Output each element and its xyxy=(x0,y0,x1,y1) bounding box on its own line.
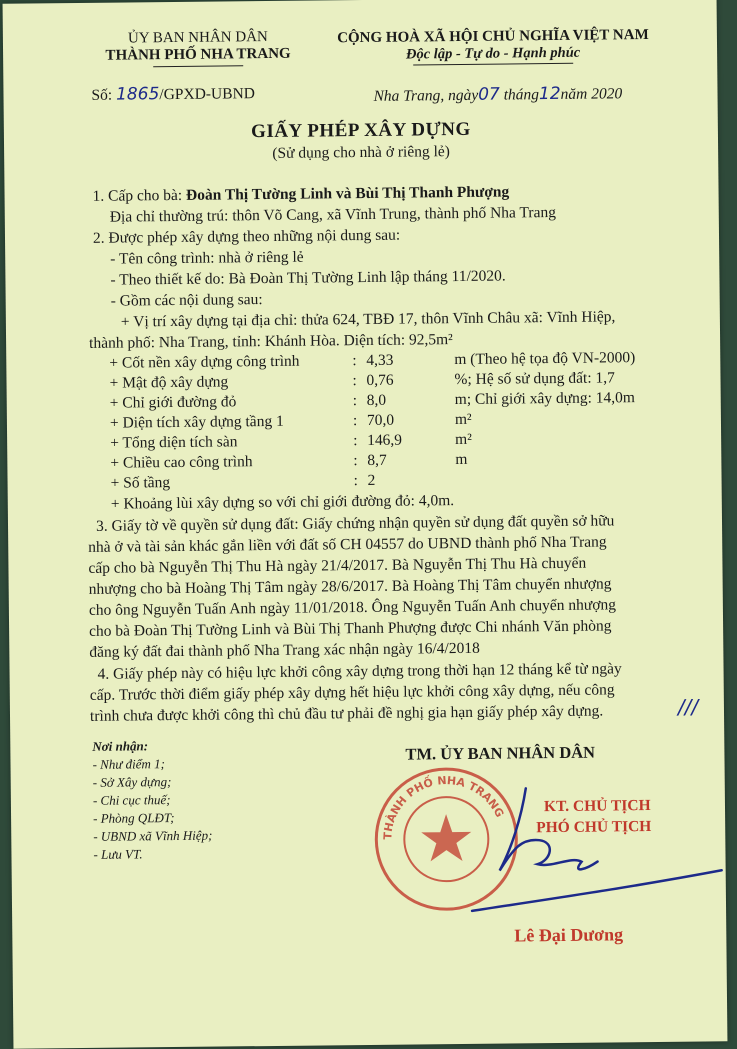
spec-label: + Số tầng xyxy=(110,474,171,492)
document-number: Số: 1865/GPXD-UBND xyxy=(91,84,256,105)
spec-value: 0,76 xyxy=(366,371,394,389)
permit-document: ỦY BAN NHÂN DÂN THÀNH PHỐ NHA TRANG CỘNG HOÀ XÃ HỘI CHỦ NGHĨA VIỆT NAM Độc lập - Tự do - Hạnh phúc Số: 1865/GPXD-UBND Nha Trang, ngày07 tháng12năm 2020 GIẤY PHÉP XÂY DỰNG (Sử dụng cho nhà ở riêng lẻ) 1. Cấp cho bà: Đoàn Thị Tường Linh và Bùi Thị Thanh Phượng Địa chỉ thường trú: thôn Võ Cang, xã Vĩnh Trung, thành phố Nha Trang 2. Được phép xây dựng theo những nội dung sau: - Tên công trình: nhà ở riêng lẻ - Theo thiết kế do: Bà Đoàn Thị Tường Linh lập tháng 11/2020. - Gồm các nội dung sau: + Vị trí xây dựng tại địa chỉ: thửa 624, TBĐ 17, thôn Vĩnh Châu xã: Vĩnh Hiệp, thành phố: Nha Trang, tỉnh: Khánh Hòa. Diện tích: 92,5m² + Cốt nền xây dựng công trình : 4,33 m (Theo hệ tọa độ VN-2000) + Mật độ xây dựng : 0,76 %; Hệ số sử dụng đất: 1,7 + Chỉ giới đường đỏ : 8,0 m; Chỉ giới xây dựng: 14,0m + Diện tích xây dựng tầng 1 : 70,0 m² + Tổng diện tích sàn : 146,9 m² + Chiều cao công trình : 8,7 m + Số tầng : 2 + Khoảng lùi xây dựng so với chỉ giới đường đỏ: 4,0m. 3. Giấy tờ về quyền sử dụng đất: Giấy chứng nhận quyền sử dụng đất quyền sở hữu nhà ở và tài sản khác gắn liền với đất số CH 04557 do UBND thành phố Nha Trang cấp cho bà Nguyễn Thị Thu Hà ngày 21/4/2017. Bà Nguyễn Thị Thu Hà chuyển nhượng cho bà Hoàng Thị Tâm ngày 28/6/2017. Bà Hoàng Thị Tâm chuyển nhượng cho ông Nguyễn Tuấn Anh ngày 11/01/2018. Ông Nguyễn Tuấn Anh chuyển nhượng cho bà Đoàn Thị Tường Linh và Bùi Thị Thanh Phượng được Chi nhánh Văn phòng đăng ký đất đai thành phố Nha Trang xác nhận ngày 16/4/2018 4. Giấy phép này có hiệu lực khởi công xây dựng trong thời hạn 12 tháng kể từ ngày cấp. Trước thời điểm giấy phép xây dựng hết hiệu lực khởi công xây dựng, nếu công trình chưa được khởi công thì chủ đầu tư phải đề nghị gia hạn giấy phép xây dựng. /// Nơi nhận: - Như điểm 1; - Sở Xây dựng; - Chi cục thuế; - Phòng QLĐT; - UBND xã Vĩnh Hiệp; - Lưu VT. TM. ỦY BAN NHÂN DÂN THÀNH PHỐ NHA TRANG KT. CHỦ TỊCH PHÓ CHỦ TỊCH Lê Đại Dương xyxy=(3,0,728,1049)
section-4-line: trình chưa được khởi công thì chủ đầu tư phải đề nghị gia hạn giấy phép xây dựng. xyxy=(89,702,604,725)
section-3-line: nhượng cho bà Hoàng Thị Tâm ngày 28/6/2017. Bà Hoàng Thị Tâm chuyển nhượng xyxy=(88,575,612,598)
spec-label: + Diện tích xây dựng tầng 1 xyxy=(109,412,284,432)
section-2-item-design: - Theo thiết kế do: Bà Đoàn Thị Tường Linh lập tháng 11/2020. xyxy=(110,267,506,289)
spec-value: 8,7 xyxy=(367,451,387,469)
issue-date: Nha Trang, ngày07 tháng12năm 2020 xyxy=(373,83,623,105)
spec-label: + Cốt nền xây dựng công trình xyxy=(109,352,300,372)
signer-role-deputy: PHÓ CHỦ TỊCH xyxy=(536,818,652,837)
section-3-line: cấp cho bà Nguyễn Thị Thu Hà ngày 21/4/2017. Bà Nguyễn Thị Thu Hà chuyển xyxy=(88,554,587,577)
spec-unit: m² xyxy=(454,410,472,429)
spec-unit: %; Hệ số sử dụng đất: 1,7 xyxy=(454,369,615,389)
spec-unit: m (Theo hệ tọa độ VN-2000) xyxy=(454,349,636,369)
location-line-1: + Vị trí xây dựng tại địa chỉ: thửa 624, TBĐ 17, thôn Vĩnh Châu xã: Vĩnh Hiệp, xyxy=(120,308,616,331)
section-2-item-contents: - Gồm các nội dung sau: xyxy=(110,291,263,310)
section-3-line: cho bà Đoàn Thị Tường Linh và Bùi Thị Thanh Phượng được Chi nhánh Văn phòng xyxy=(89,617,612,640)
spec-value: 70,0 xyxy=(366,411,395,429)
section-3-line: đăng ký đất đai thành phố Nha Trang xác nhận ngày 16/4/2018 xyxy=(89,639,480,661)
spec-unit: m; Chỉ giới xây dựng: 14,0m xyxy=(454,389,636,409)
national-motto: CỘNG HOÀ XÃ HỘI CHỦ NGHĨA VIỆT NAM Độc lập - Tự do - Hạnh phúc xyxy=(328,27,658,66)
spec-label: + Tổng diện tích sàn xyxy=(110,433,238,452)
recipient-item: - UBND xã Vĩnh Hiệp; xyxy=(93,827,213,844)
spec-value: 2 xyxy=(367,471,376,489)
document-title: GIẤY PHÉP XÂY DỰNG xyxy=(250,118,471,143)
spec-label: + Chiều cao công trình xyxy=(110,453,253,472)
spec-value: 4,33 xyxy=(366,351,394,369)
recipient-item: - Chi cục thuế; xyxy=(92,792,171,808)
spec-label: + Mật độ xây dựng xyxy=(109,373,229,392)
section-1-recipient: 1. Cấp cho bà: Đoàn Thị Tường Linh và Bùi Thị Thanh Phượng xyxy=(92,183,510,205)
recipient-item: - Sở Xây dựng; xyxy=(92,774,172,790)
recipient-item: - Phòng QLĐT; xyxy=(93,810,175,826)
spec-unit: m² xyxy=(455,430,472,449)
spec-value: 8,0 xyxy=(366,391,387,409)
section-3-line: cho ông Nguyễn Tuấn Anh ngày 11/01/2018. Ông Nguyễn Tuấn Anh chuyển nhượng xyxy=(88,596,617,619)
signer-name: Lê Đại Dương xyxy=(514,924,624,946)
spec-value: 146,9 xyxy=(367,431,403,449)
recipient-item: - Như điểm 1; xyxy=(92,756,166,772)
section-1-address: Địa chỉ thường trú: thôn Võ Cang, xã Vĩnh Trung, thành phố Nha Trang xyxy=(109,203,557,226)
location-line-2: thành phố: Nha Trang, tỉnh: Khánh Hòa. Diện tích: 92,5m² xyxy=(89,331,453,352)
issuer-name: ỦY BAN NHÂN DÂN THÀNH PHỐ NHA TRANG xyxy=(98,29,298,68)
recipients-list: Nơi nhận: - Như điểm 1; - Sở Xây dựng; - Chi cục thuế; - Phòng QLĐT; - UBND xã Vĩnh Hiệp; - Lưu VT. xyxy=(92,738,213,862)
section-4-line: 4. Giấy phép này có hiệu lực khởi công xây dựng trong thời hạn 12 tháng kể từ ngày xyxy=(97,660,622,683)
spec-label: + Chỉ giới đường đỏ xyxy=(109,393,237,412)
setback-line: + Khoảng lùi xây dựng so với chỉ giới đường đỏ: 4,0m. xyxy=(110,492,455,513)
handwritten-initial: /// xyxy=(677,694,699,719)
signer-role-kt: KT. CHỦ TỊCH xyxy=(543,797,651,816)
handwritten-signature xyxy=(451,776,732,919)
document-subtitle: (Sử dụng cho nhà ở riêng lẻ) xyxy=(272,143,451,162)
section-3-line: nhà ở và tài sản khác gắn liền với đất số CH 04557 do UBND thành phố Nha Trang xyxy=(88,533,607,556)
section-3-line: 3. Giấy tờ về quyền sử dụng đất: Giấy chứng nhận quyền sử dụng đất quyền sở hữu xyxy=(95,512,615,535)
section-2-heading: 2. Được phép xây dựng theo những nội dung sau: xyxy=(92,226,401,247)
spec-unit: m xyxy=(455,450,468,469)
signing-authority: TM. ỦY BAN NHÂN DÂN xyxy=(405,742,596,764)
section-2-item-name: - Tên công trình: nhà ở riêng lẻ xyxy=(110,248,304,268)
svg-text:THÀNH PHỐ NHA TRANG: THÀNH PHỐ NHA TRANG xyxy=(381,773,507,840)
section-4-line: cấp. Trước thời điểm giấy phép xây dựng hết hiệu lực khởi công xây dựng, nếu công xyxy=(89,681,615,704)
recipient-item: - Lưu VT. xyxy=(93,846,143,862)
